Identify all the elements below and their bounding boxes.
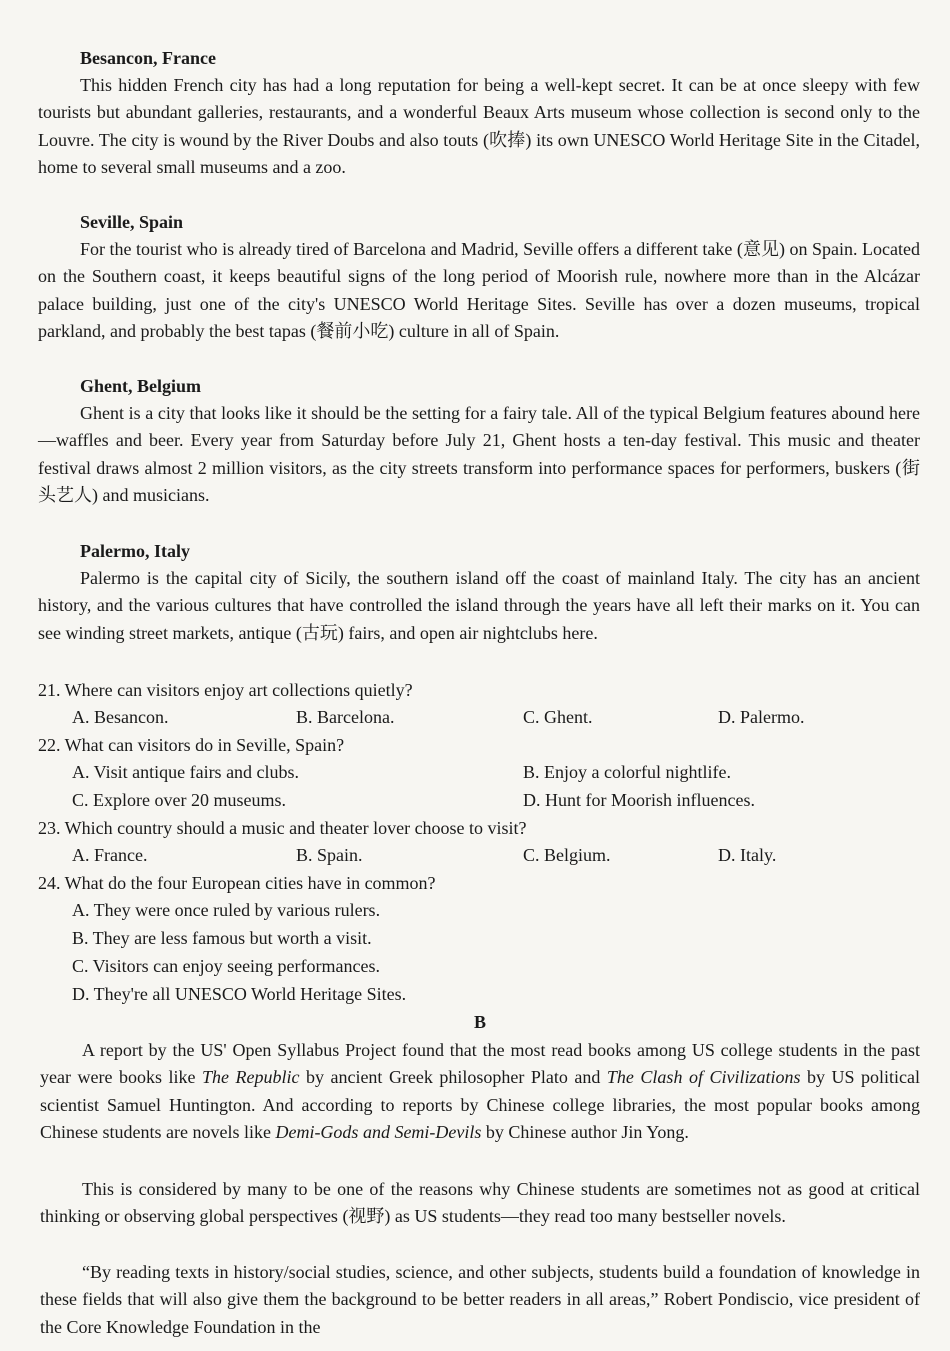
city-title-besancon: Besancon, France: [80, 48, 216, 68]
q24-option-a: A. They were once ruled by various rulers.: [72, 900, 381, 920]
city-text-ghent: Ghent is a city that looks like it should be the setting for a fairy tale. All of the typical Belgium features abound here—waffles and beer. Every year from Saturday before July 21, Ghent hosts a ten-day festival. This music and theater festival draws almost 2 million visitors, as the city streets transform into performance spaces for performers, buskers (街头艺人) and musicians.: [38, 403, 920, 505]
q23-option-d: D. Italy.: [718, 845, 777, 865]
question-24: 24. What do the four European cities have in common?: [38, 873, 436, 893]
book-title-clash: The Clash of Civilizations: [606, 1067, 801, 1088]
city-text-besancon: This hidden French city has had a long reputation for being a well-kept secret. It can be at once sleepy with few tourists but abundant galleries, restaurants, and a wonderful Beaux Arts museum whose collection is second only to the Louvre. The city is wound by the River Doubs and also touts (吹捧) its own UNESCO World Heritage Site in the Citadel, home to several small museums and a zoo.: [38, 75, 920, 177]
question-22: 22. What can visitors do in Seville, Spain?: [38, 735, 345, 755]
q23-option-c: C. Belgium.: [523, 845, 611, 865]
q23-option-a: A. France.: [72, 845, 148, 865]
p1-text-b: by ancient Greek philosopher Plato and: [299, 1067, 607, 1088]
q22-option-d: D. Hunt for Moorish influences.: [523, 790, 755, 810]
q21-option-a: A. Besancon.: [72, 707, 169, 727]
p1-text-c: by US political scientist Samuel Huntington. And according to reports by Chinese college libraries, the most popular books among Chinese students are novels like: [40, 1067, 920, 1142]
city-title-ghent: Ghent, Belgium: [80, 376, 202, 396]
q23-option-b: B. Spain.: [296, 845, 363, 865]
q22-option-c: C. Explore over 20 museums.: [72, 790, 286, 810]
question-21: 21. Where can visitors enjoy art collections quietly?: [38, 680, 413, 700]
q22-option-b: B. Enjoy a colorful nightlife.: [523, 762, 731, 782]
passage-b-paragraph-1: [40, 1037, 920, 1146]
q24-option-c: C. Visitors can enjoy seeing performances.: [72, 956, 381, 976]
p1-text-a: A report by the US' Open Syllabus Project found that the most read books among US college students in the past year were books like: [40, 1040, 920, 1088]
city-text-palermo: Palermo is the capital city of Sicily, the southern island off the coast of mainland Italy. The city has an ancient history, and the various cultures that have controlled the island through the years have all left their marks on it. You can see winding street markets, antique (古玩) fairs, and open air nightclubs here.: [38, 568, 920, 643]
book-title-republic: The Republic: [201, 1067, 300, 1088]
city-title-seville: Seville, Spain: [80, 212, 184, 232]
question-23: 23. Which country should a music and theater lover choose to visit?: [38, 818, 527, 838]
p1-text-d: by Chinese author Jin Yong.: [481, 1121, 689, 1142]
q24-option-d: D. They're all UNESCO World Heritage Sites.: [72, 984, 407, 1004]
passage-b-paragraph-2: This is considered by many to be one of the reasons why Chinese students are sometimes not as good at critical thinking or observing global perspectives (视野) as US students—they read too many bestseller novels.: [40, 1179, 920, 1227]
q21-option-b: B. Barcelona.: [296, 707, 395, 727]
q22-option-a: A. Visit antique fairs and clubs.: [72, 762, 300, 782]
passage-b-label: B: [474, 1012, 487, 1032]
q21-option-d: D. Palermo.: [718, 707, 805, 727]
city-title-palermo: Palermo, Italy: [80, 541, 190, 561]
city-text-seville: For the tourist who is already tired of Barcelona and Madrid, Seville offers a different take (意见) on Spain. Located on the Southern coast, it keeps beautiful signs of the long period of Moorish rule, nowhere more than in the Alcázar palace building, just one of the city's UNESCO World Heritage Sites. Seville has over a dozen museums, tropical parkland, and probably the best tapas (餐前小吃) culture in all of Spain.: [38, 239, 920, 341]
q24-option-b: B. They are less famous but worth a visit.: [72, 928, 372, 948]
book-title-demigods: Demi-Gods and Semi-Devils: [275, 1121, 482, 1142]
passage-b-paragraph-3: “By reading texts in history/social studies, science, and other subjects, students build a foundation of knowledge in these fields that will also give them the background to be better readers in all areas,” Robert Pondiscio, vice president of the Core Knowledge Foundation in the: [40, 1262, 920, 1337]
q21-option-c: C. Ghent.: [523, 707, 593, 727]
